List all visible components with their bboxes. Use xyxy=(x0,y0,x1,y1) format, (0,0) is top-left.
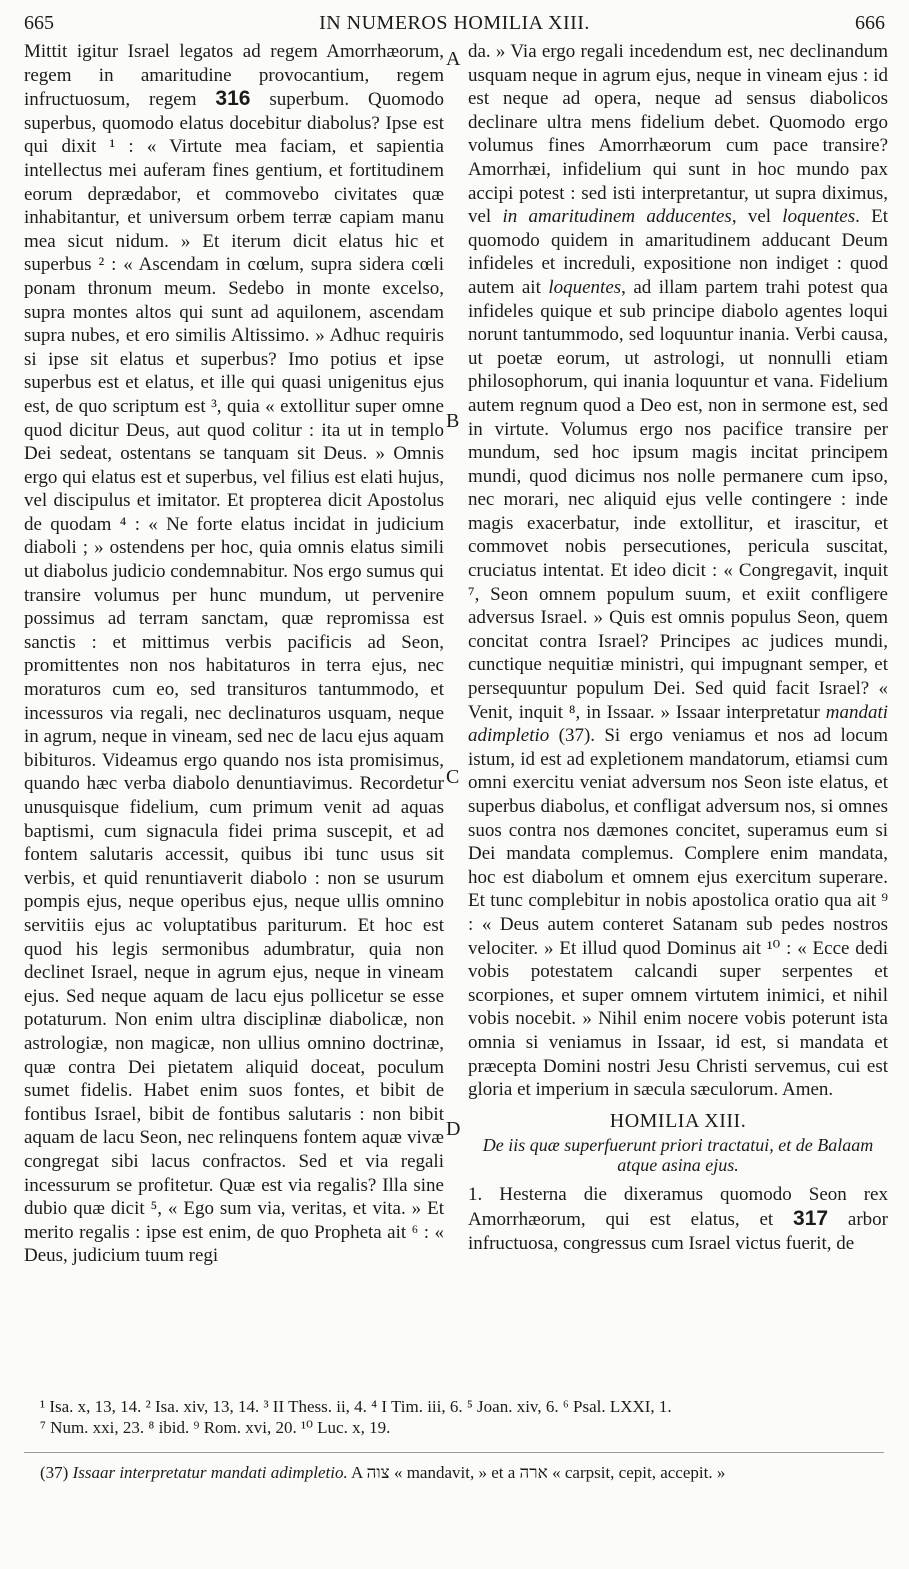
right-column xyxy=(468,40,888,1255)
commentary-note xyxy=(40,1462,890,1484)
footnote-line: ⁷ Num. xxi, 23. ⁸ ibid. ⁹ Rom. xvi, 20. ¹⁰ Luc. x, 19. xyxy=(40,1418,391,1437)
margin-letter-d: D xyxy=(446,1118,461,1140)
left-column xyxy=(24,40,444,1268)
page-number-right: 666 xyxy=(855,11,885,34)
text-segment: da. » Via ergo regali incedendum est, nec declinandum usquam neque in agrum ejus, neque in vineam ejus : id est neque ad opera, neque ad sensus diabolicos declinare ultra mens fidelium debet. Quomodo ergo volumus fines Amorrhæorum cum pace transire? Amorrhæi, infidelium qui sunt in hoc mundo pax accipi potest : sed isti interpretantur, ut supra diximus, vel xyxy=(468,41,888,228)
patrologia-column-number: 317 xyxy=(793,1206,829,1230)
italic-term: mandati adimpletio xyxy=(468,701,889,747)
margin-letter-c: C xyxy=(446,766,460,788)
text-segment: 1. Hesterna die dixeramus quomodo Seon rex Amorrhæorum, qui est elatus, et xyxy=(468,1184,888,1230)
italic-term: loquentes xyxy=(782,206,856,228)
footnotes xyxy=(40,1396,890,1438)
margin-letter-a: A xyxy=(446,48,461,70)
text-segment: arbor infructuosa, congressus cum Israel victus fuerit, de xyxy=(468,1208,889,1254)
page-number-left: 665 xyxy=(24,11,54,34)
text-segment: , vel xyxy=(731,206,772,228)
margin-letter-b: B xyxy=(446,410,460,432)
text-segment: superbum. Quomodo superbus, quomodo elatus docebitur diabolus? Ipse est qui dixit ¹ : « Virtute mea faciam, et sapientia intellectus mei auferam fines gentium, et fortitudinem eorum deprædabor, et commovebo civitates quæ inhabitantur, et universum orbem terræ capiam manu mea sicut nidum. » Et iterum dicit elatus hic et superbus ² : « Ascendam in cœlum, supra sidera cœli ponam thronum meum. Sedebo in monte excelso, supra montes altos qui sunt ad aquilonem, ascendam supra nubes, et ero similis Altissimo. » Adhuc requiris si ipse sit elatus et superbus? Imo potius et ipse superbus est et elatus, et ille qui quasi unigenitus ejus est, de quo scriptum est ³, quia « extollitur super omne quod dicitur Deus, aut quod colitur : ita ut in templo Dei sedeat, ostentans se tanquam sit Deus. » Omnis ergo qui elatus est et superbus, vel filius est elati hujus, vel discipulus et imitator. Et propterea dicit Apostolus de quodam ⁴ : « Ne forte elatus incidat in judicium diaboli ; » ostendens per hoc, quia omnis elatus simili ut diabolus judicio condemnabitur. Nos ergo sumus qui transire volumus per hunc mundum, ut pervenire possimus ad terram sanctam, quæ repromissa est sanctis : et mittimus verbis pacificis ad Seon, promittentes non nos habitaturos in terra ejus, nec moraturos cum eo, sed transituros tantummodo, et incessuros via regali, nec declinaturos usquam, neque in agrum, neque in vineam, sed nec de lacu ejus aquam bibituros. Videamus ergo quando nos ista promisimus, quando hæc verba diabolo denuntiavimus. Recordetur unusquisque fidelium, cum primum venit ad aquas baptismi, cum signacula fidei prima suscepit, et ad fontem salutaris accessit, quibus ibi tunc usus sit verbis, et quid renuntiaverit diabolo : non se usurum pompis ejus, neque operibus ejus, neque ullis omnino servitiis ejus ac voluptatibus pariturum. Et hoc est quod his legis sermonibus adumbratur, quia non declinet Israel, neque in agrum ejus, neque in vineam ejus. Sed neque aquam de lacu ejus pollicetur se esse potaturum. Non enim ultra disciplinæ diabolicæ, non astrologiæ, non magicæ, non ullius omnino doctrinæ, quæ contra Dei pietatem aliquid doceat, poculum sumet fidelis. Habet enim suos fontes, et bibit de fontibus Israel, bibit de fontibus salutaris : non bibit aquam de lacu Seon, nec relinquens fontem aquæ vivæ congregat sibi lacus confractos. Sed et via regali incessurum se profitetur. Quæ est via regalis? Illa sine dubio quæ dicit ⁵, « Ego sum via, veritas, et vita. » Et merito regalis : ipse est enim, de quo Propheta ait ⁶ : « Deus, judicium tuum regi xyxy=(24,89,445,1267)
page-header xyxy=(24,8,885,38)
patrologia-column-number: 316 xyxy=(215,87,251,111)
note-number: (37) xyxy=(40,1463,69,1482)
italic-term: in amaritudinem adducentes xyxy=(502,206,732,228)
homily-title: HOMILIA XIII. xyxy=(609,1109,747,1132)
paragraph xyxy=(468,40,888,1102)
divider xyxy=(24,1452,884,1453)
italic-term: loquentes xyxy=(548,276,622,298)
running-title: IN NUMEROS HOMILIA XIII. xyxy=(319,11,590,34)
paragraph xyxy=(468,1183,888,1255)
text-segment: , ad illam partem trahi potest qua infideles quique et sub principe diabolo agentes loqui norunt tantummodo, sed loquuntur inania. Verbi causa, ut poetæ eorum, ut astrologi, ut nonnulli etiam philosophorum, qui inania loquuntur et vana. Fidelium autem regnum quod a Deo est, non in sermone est, sed in virtute. Volumus ergo nos pacifice transire per mundum, sed hoc ipsum magis incitat principem mundi, quod dicimus nos nolle permanere cum ipso, nec morari, nec aliquid ejus velle contingere : inde magis exacerbatur, inde extollitur, et irascitur, et commovet nobis persecutiones, pericula suscitat, cruciatus intentat. Et ideo dicit : « Congregavit, inquit ⁷, Seon omnem populum suum, et exiit confligere adversus Israel. » Quis est omnis populus Seon, quem concitat contra Israel? Principes ac judices mundi, cunctique nequitiæ ministri, qui impugnant semper, et persequuntur populum Dei. Sed quid facit Israel? « Venit, inquit ⁸, in Issaar. » Issaar interpretatur xyxy=(468,276,888,723)
note-text: A צוה « mandavit, » et a ארה « carpsit, cepit, accepit. » xyxy=(351,1463,726,1482)
note-text-italic: Issaar interpretatur mandati adimpletio. xyxy=(72,1463,348,1482)
text-segment: (37). Si ergo veniamus et nos ad locum istum, id est ad expletionem mandatorum, etiamsi cum omni exercitu veniat adversum nos Seon iste elatus, et superbus diabolus, et confligat adversum nos, si omnes suos contra nos dæmones concitet, superamus eum si Dei mandata complemus. Complere enim mandata, hoc est diabolum et omnem ejus exercitum superare. Et tunc complebitur in nobis apostolica oratio qua ait ⁹ : « Deus autem conteret Satanam sub pedes nostros velociter. » Et illud quod Dominus ait ¹⁰ : « Ecce dedi vobis potestatem calcandi super serpentes et scorpiones, et super omnem virtutem inimici, et nihil vobis nocebit. » Nihil enim nocere vobis poterunt ista omnia si veniamus in Issaar, id est, si mandata et præcepta Domini nostri Jesu Christi servemus, cui est gloria et imperium in sæcula sæculorum. Amen. xyxy=(468,725,889,1101)
text-segment: Mittit igitur Israel legatos ad regem Amorrhæorum, regem in amaritudine provocantium, regem infructuosum, regem xyxy=(24,41,444,111)
text-segment: . Et quomodo quidem in amaritudinem adducant Deum infideles et increduli, expositione non indiget : quod autem ait xyxy=(468,206,889,298)
paragraph xyxy=(24,40,444,1268)
footnote-line: ¹ Isa. x, 13, 14. ² Isa. xiv, 13, 14. ³ II Thess. ii, 4. ⁴ I Tim. iii, 6. ⁵ Joan. xiv, 6. ⁶ Psal. LXXI, 1. xyxy=(40,1397,672,1416)
homily-subtitle: De iis quæ superfuerunt priori tractatui, et de Balaam atque asina ejus. xyxy=(482,1135,874,1176)
